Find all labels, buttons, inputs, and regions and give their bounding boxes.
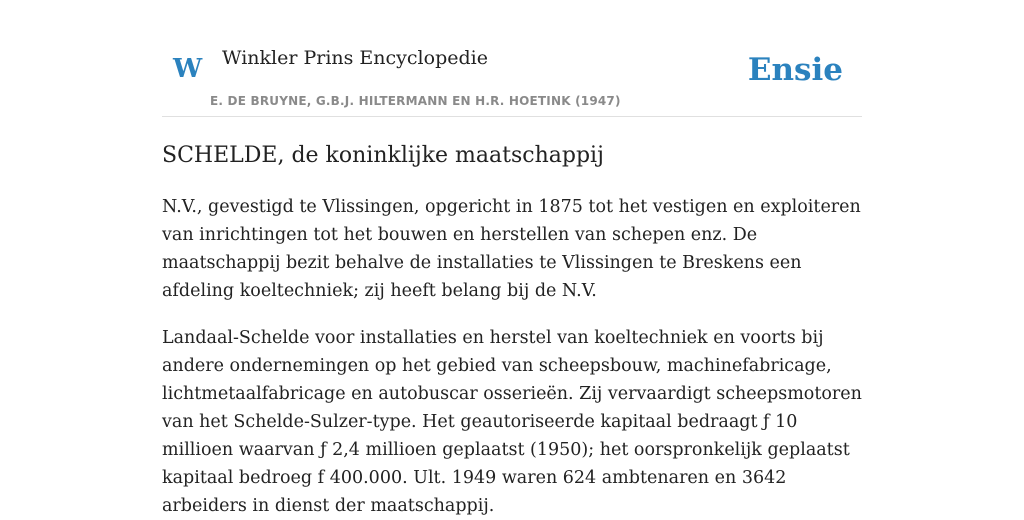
article-paragraph-1: N.V., gevestigd te Vlissingen, opgericht in 1875 tot het vestigen en exploiteren van inrichtingen tot het bouwen en herstellen van schepen enz. De maatschappij bezit behalve de installaties te Vlissingen te Breskens een afdeling koeltechniek; zij heeft belang bij de N.V. [162, 197, 861, 301]
article-paragraph-2: Landaal-Schelde voor installaties en herstel van koeltechniek en voorts bij andere ondernemingen op het gebied van scheepsbouw, machinefabricage, lichtmetaalfabricage en autobuscar osserieën. Zij vervaardigt scheepsmotoren van het Schelde-Sulzer-type. Het geautoriseerde kapitaal bedraagt ƒ 10 millioen waarvan ƒ 2,4 millioen geplaatst (1950); het oorspronkelijk geplaatst kapitaal bedroeg f 400.000. Ult. 1949 waren 624 ambtenaren en 3642 arbeiders in dienst der maatschappij. [162, 328, 862, 516]
source-logo[interactable]: W [173, 54, 203, 84]
source-title[interactable]: Winkler Prins Encyclopedie [222, 47, 488, 69]
source-header [162, 0, 862, 117]
ensie-logo[interactable]: Ensie [747, 52, 843, 88]
article-title: SCHELDE, de koninklijke maatschappij [162, 143, 604, 168]
page [162, 0, 862, 520]
source-authors: E. DE BRUYNE, G.B.J. HILTERMANN EN H.R. HOETINK (1947) [210, 94, 621, 108]
